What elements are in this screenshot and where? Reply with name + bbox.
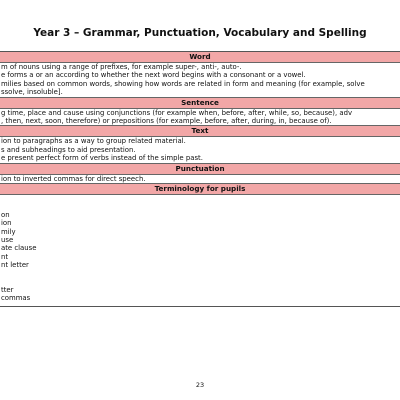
- terminology-item: nt letter: [1, 261, 29, 270]
- word-row: m of nouns using a range of prefixes, for example super-, anti-, auto-.: [1, 63, 242, 71]
- terminology-item: ate clause: [1, 244, 37, 253]
- grammar-table: [0, 51, 400, 307]
- terminology-spacer: [0, 270, 400, 286]
- terminology-item: commas: [1, 294, 31, 303]
- word-row: e forms a or an according to whether the next word begins with a consonant or a vowel.: [1, 71, 306, 80]
- page-title: Year 3 – Grammar, Punctuation, Vocabulary and Spelling: [33, 27, 367, 39]
- text-row: s and subheadings to aid presentation.: [1, 145, 136, 154]
- section-header-text: Text: [0, 125, 400, 137]
- sentence-row: g time, place and cause using conjunctions (for example when, before, after, while, so, because), adv: [1, 108, 353, 117]
- word-row: milies based on common words, showing how words are related in form and meaning (for example, solve: [1, 79, 365, 88]
- word-row: ssolve, insoluble].: [1, 88, 63, 97]
- section-header-punctuation: Punctuation: [0, 163, 400, 175]
- terminology-item: tter: [1, 285, 14, 294]
- terminology-spacer: [0, 195, 400, 211]
- punctuation-row: ion to inverted commas for direct speech.: [1, 174, 146, 183]
- page-number: 23: [195, 381, 205, 389]
- sentence-row: , then, next, soon, therefore) or prepositions (for example, before, after, during, in, because of).: [1, 116, 332, 125]
- section-header-terminology: Terminology for pupils: [0, 183, 400, 195]
- terminology-item: nt: [1, 252, 9, 261]
- terminology-item: mily: [1, 227, 16, 236]
- section-header-sentence: Sentence: [0, 97, 400, 109]
- terminology-item: on: [1, 210, 10, 219]
- terminology-item: use: [1, 236, 14, 245]
- text-row: ion to paragraphs as a way to group related material.: [1, 137, 186, 146]
- table-bottom-spacer: [0, 302, 400, 306]
- terminology-item: ion: [1, 219, 12, 228]
- text-row: e present perfect form of verbs instead of the simple past.: [1, 154, 203, 163]
- section-header-word: Word: [0, 52, 400, 63]
